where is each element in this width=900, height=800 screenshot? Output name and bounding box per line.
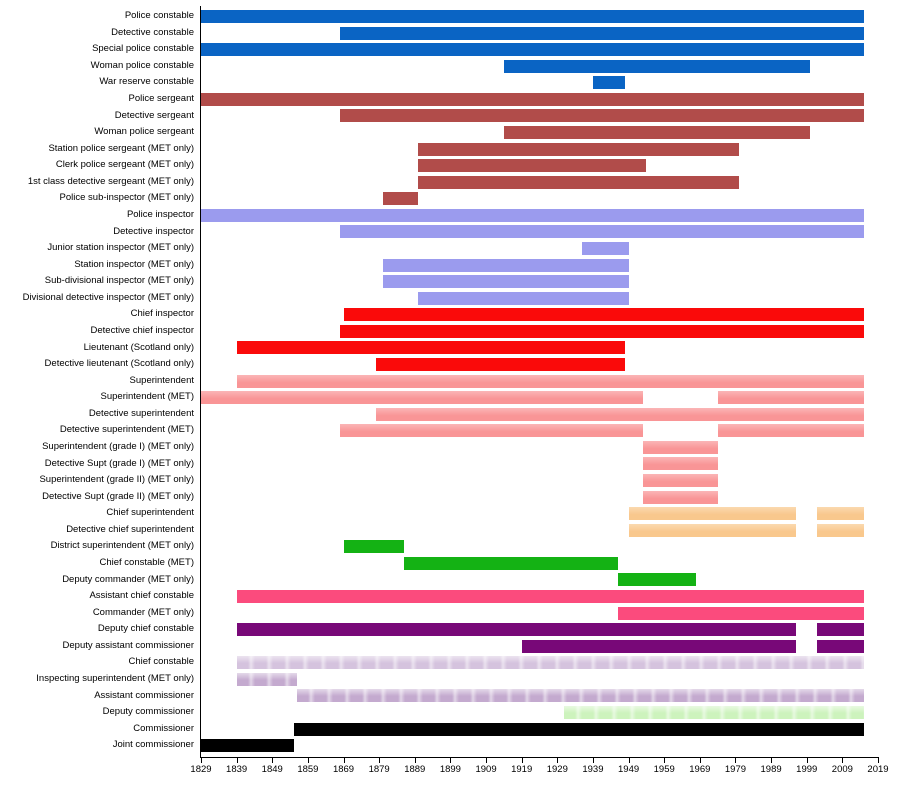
timeline-bar-detective-superintendent [376, 408, 864, 421]
timeline-bar-deputy-chief-constable [817, 623, 863, 636]
timeline-bar-war-reserve-constable [593, 76, 625, 89]
row-label-detective-lieutenant-scotland-only: Detective lieutenant (Scotland only) [44, 358, 194, 370]
timeline-bar-inspecting-superintendent-met-only [237, 673, 298, 686]
x-axis-tick-2019 [878, 758, 879, 763]
timeline-bar-detective-sergeant [340, 109, 864, 122]
x-axis-tick-1989 [771, 758, 772, 763]
row-label-clerk-police-sergeant-met-only: Clerk police sergeant (MET only) [55, 159, 194, 171]
x-axis-tick-1869 [344, 758, 345, 763]
timeline-bar-chief-superintendent [817, 507, 863, 520]
x-axis-tick-1949 [629, 758, 630, 763]
x-axis-tick-1929 [557, 758, 558, 763]
x-axis-tick-label-1979: 1979 [724, 764, 747, 775]
timeline-bar-station-inspector-met-only [383, 259, 629, 272]
timeline-bar-chief-constable [237, 656, 864, 669]
x-axis-tick-2009 [842, 758, 843, 763]
x-axis-tick-1979 [735, 758, 736, 763]
row-label-deputy-chief-constable: Deputy chief constable [97, 623, 194, 635]
row-label-detective-chief-superintendent: Detective chief superintendent [66, 523, 194, 535]
timeline-bar-commander-met-only [618, 607, 864, 620]
x-axis-tick-label-1869: 1869 [332, 764, 355, 775]
timeline-bar-detective-lieutenant-scotland-only [376, 358, 625, 371]
timeline-bar-deputy-commander-met-only [618, 573, 696, 586]
timeline-bar-assistant-commissioner [297, 689, 864, 702]
row-label-detective-chief-inspector: Detective chief inspector [90, 325, 194, 337]
row-label-deputy-commander-met-only: Deputy commander (MET only) [62, 573, 194, 585]
row-label-deputy-commissioner: Deputy commissioner [102, 706, 194, 718]
timeline-bar-deputy-chief-constable [237, 623, 796, 636]
x-axis-line [200, 757, 879, 758]
timeline-bar-police-sergeant [201, 93, 864, 106]
row-label-assistant-chief-constable: Assistant chief constable [89, 590, 194, 602]
x-axis-tick-label-1999: 1999 [796, 764, 818, 775]
x-axis-tick-label-2009: 2009 [831, 764, 853, 775]
timeline-bar-junior-station-inspector-met-only [582, 242, 628, 255]
row-label-superintendent-met: Superintendent (MET) [100, 391, 194, 403]
row-label-police-constable: Police constable [124, 10, 194, 22]
x-axis-tick-1839 [237, 758, 238, 763]
timeline-bar-police-constable [201, 10, 864, 23]
timeline-bar-detective-inspector [340, 225, 864, 238]
timeline-bar-1st-class-detective-sergeant-met-only [418, 176, 739, 189]
x-axis-tick-1889 [415, 758, 416, 763]
x-axis-tick-1899 [450, 758, 451, 763]
row-label-woman-police-sergeant: Woman police sergeant [94, 126, 194, 138]
x-axis-tick-1849 [272, 758, 273, 763]
row-label-detective-constable: Detective constable [111, 26, 194, 38]
row-label-chief-constable-met: Chief constable (MET) [99, 557, 194, 568]
x-axis-tick-label-1829: 1829 [190, 764, 212, 775]
row-label-detective-inspector: Detective inspector [113, 225, 194, 237]
row-label-chief-constable: Chief constable [128, 656, 194, 668]
timeline-bar-woman-police-sergeant [504, 126, 810, 139]
row-label-commander-met-only: Commander (MET only) [92, 606, 194, 618]
timeline-bar-deputy-assistant-commissioner [522, 640, 796, 653]
row-label-detective-superintendent: Detective superintendent [88, 407, 194, 419]
x-axis-tick-label-1899: 1899 [439, 764, 461, 775]
timeline-bar-police-inspector [201, 209, 864, 222]
timeline-bar-station-police-sergeant-met-only [418, 143, 739, 156]
row-label-junior-station-inspector-met-only: Junior station inspector (MET only) [47, 242, 194, 254]
row-label-superintendent-grade-i-met-only: Superintendent (grade I) (MET only) [42, 441, 194, 453]
x-axis-tick-label-1949: 1949 [618, 764, 640, 775]
x-axis-tick-label-1859: 1859 [297, 764, 319, 775]
row-label-superintendent: Superintendent [129, 374, 194, 386]
timeline-bar-chief-superintendent [629, 507, 796, 520]
timeline-bar-sub-divisional-inspector-met-only [383, 275, 629, 288]
row-label-special-police-constable: Special police constable [92, 43, 194, 55]
timeline-bar-lieutenant-scotland-only [237, 341, 625, 354]
row-label-police-sergeant: Police sergeant [128, 93, 194, 105]
x-axis-tick-label-1919: 1919 [511, 764, 533, 775]
timeline-bar-detective-supt-grade-i-met-only [643, 457, 718, 470]
row-label-joint-commissioner: Joint commissioner [112, 739, 194, 751]
x-axis-tick-label-1929: 1929 [546, 764, 568, 775]
row-label-detective-supt-grade-ii-met-only: Detective Supt (grade II) (MET only) [42, 490, 194, 502]
row-label-woman-police-constable: Woman police constable [90, 59, 194, 71]
row-label-police-inspector: Police inspector [126, 209, 194, 221]
x-axis-tick-label-1989: 1989 [760, 764, 782, 775]
row-label-detective-sergeant: Detective sergeant [114, 109, 194, 121]
timeline-bar-superintendent-met [718, 391, 864, 404]
row-label-station-inspector-met-only: Station inspector (MET only) [74, 258, 194, 270]
row-label-1st-class-detective-sergeant-met-only: 1st class detective sergeant (MET only) [27, 175, 194, 187]
timeline-bar-woman-police-constable [504, 60, 810, 73]
row-label-station-police-sergeant-met-only: Station police sergeant (MET only) [48, 142, 194, 154]
x-axis-tick-1829 [201, 758, 202, 763]
row-label-lieutenant-scotland-only: Lieutenant (Scotland only) [83, 341, 194, 353]
row-label-war-reserve-constable: War reserve constable [99, 76, 194, 88]
x-axis-tick-1859 [308, 758, 309, 763]
x-axis-tick-1919 [522, 758, 523, 763]
row-label-superintendent-grade-ii-met-only: Superintendent (grade II) (MET only) [39, 474, 194, 486]
timeline-bar-superintendent [237, 375, 864, 388]
row-label-inspecting-superintendent-met-only: Inspecting superintendent (MET only) [36, 673, 194, 684]
x-axis-tick-label-1959: 1959 [653, 764, 675, 775]
y-axis-line [200, 6, 201, 758]
timeline-bar-assistant-chief-constable [237, 590, 864, 603]
x-axis-tick-1999 [807, 758, 808, 763]
timeline-bar-detective-chief-inspector [340, 325, 864, 338]
x-axis-tick-label-1889: 1889 [404, 764, 426, 775]
row-label-sub-divisional-inspector-met-only: Sub-divisional inspector (MET only) [44, 275, 194, 287]
timeline-bar-detective-supt-grade-ii-met-only [643, 491, 718, 504]
row-label-deputy-assistant-commissioner: Deputy assistant commissioner [62, 639, 194, 651]
timeline-bar-superintendent-grade-i-met-only [643, 441, 718, 454]
timeline-bar-superintendent-met [201, 391, 643, 404]
timeline-bar-deputy-assistant-commissioner [817, 640, 863, 653]
timeline-bar-chief-constable-met [404, 557, 618, 570]
row-label-police-sub-inspector-met-only: Police sub-inspector (MET only) [59, 192, 194, 204]
timeline-bar-chief-inspector [344, 308, 864, 321]
x-axis-tick-1959 [664, 758, 665, 763]
row-label-chief-superintendent: Chief superintendent [106, 507, 194, 519]
timeline-bar-superintendent-grade-ii-met-only [643, 474, 718, 487]
x-axis-tick-label-1939: 1939 [582, 764, 604, 775]
x-axis-tick-1909 [486, 758, 487, 763]
timeline-bar-commissioner [294, 723, 864, 736]
timeline-bar-deputy-commissioner [564, 706, 863, 719]
x-axis-tick-label-2019: 2019 [867, 764, 889, 775]
timeline-bar-divisional-detective-inspector-met-only [418, 292, 628, 305]
x-axis-tick-1939 [593, 758, 594, 763]
timeline-bar-district-superintendent-met-only [344, 540, 405, 553]
timeline-bar-detective-chief-superintendent [817, 524, 863, 537]
timeline-bar-clerk-police-sergeant-met-only [418, 159, 646, 172]
x-axis-tick-1879 [379, 758, 380, 763]
row-label-detective-supt-grade-i-met-only: Detective Supt (grade I) (MET only) [44, 457, 194, 469]
x-axis-tick-label-1849: 1849 [261, 764, 283, 775]
row-label-assistant-commissioner: Assistant commissioner [94, 689, 194, 701]
x-axis-tick-1969 [700, 758, 701, 763]
row-label-chief-inspector: Chief inspector [130, 308, 194, 320]
row-label-detective-superintendent-met: Detective superintendent (MET) [59, 424, 194, 436]
row-label-district-superintendent-met-only: District superintendent (MET only) [50, 540, 194, 552]
row-label-commissioner: Commissioner [133, 722, 194, 734]
timeline-bar-joint-commissioner [201, 739, 294, 752]
row-label-divisional-detective-inspector-met-only: Divisional detective inspector (MET only) [22, 291, 194, 303]
timeline-bar-police-sub-inspector-met-only [383, 192, 419, 205]
x-axis-tick-label-1839: 1839 [226, 764, 248, 775]
timeline-bar-special-police-constable [201, 43, 864, 56]
timeline-bar-detective-chief-superintendent [629, 524, 796, 537]
x-axis-tick-label-1909: 1909 [475, 764, 497, 775]
timeline-bar-detective-superintendent-met [718, 424, 864, 437]
timeline-bar-detective-constable [340, 27, 864, 40]
x-axis-tick-label-1969: 1969 [689, 764, 711, 775]
timeline-bar-detective-superintendent-met [340, 424, 643, 437]
x-axis-tick-label-1879: 1879 [368, 764, 390, 775]
